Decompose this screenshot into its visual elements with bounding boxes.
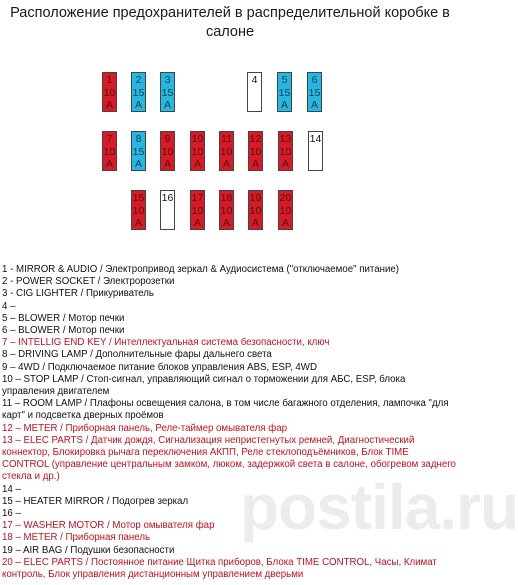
fuse-num: 6 — [311, 74, 318, 86]
fuse-amp: 10 — [249, 145, 262, 158]
fuse-list-item: 12 – METER / Приборная панель, Реле-таймер омывателя фар — [2, 422, 287, 434]
fuse-list-item: 13 – ELEC PARTS / Датчик дождя, Сигнализация непристегнутых ремней, Диагностический коннектор, Блокировка рычага переключения АКПП, Реле стеклоподъёмников, Блок TIME CONTROL (управление центральным замком, люком, задержкой света в салоне, обогревом заднего стекла и др.) — [2, 434, 456, 483]
watermark: postila.ru — [240, 471, 518, 543]
fuse-num: 5 — [281, 74, 288, 86]
fuse-unit: A — [280, 99, 288, 111]
fuse-num: 11 — [221, 133, 232, 145]
fuse-amp: 10 — [279, 145, 292, 158]
fuse-amp: 10 — [249, 204, 262, 217]
fuse-amp: 10 — [103, 86, 116, 99]
fuse-6 — [307, 72, 322, 112]
fuse-num: 15 — [132, 192, 145, 204]
fuse-amp: 15 — [132, 86, 145, 99]
fuse-list-item: 4 – — [2, 300, 16, 312]
fuse-list-item: 7 – INTELLIG END KEY / Интеллектуальная система безопасности, ключ — [2, 337, 330, 349]
fuse-list-item: 17 – WASHER MOTOR / Мотор омывателя фар — [2, 520, 215, 532]
fuse-unit: A — [163, 158, 171, 170]
fuse-list-item: 1 - MIRROR & AUDIO / Электропривод зеркал & Аудиосистема ("отключаемое" питание) — [2, 264, 399, 275]
fuse-list-item: 14 – — [2, 483, 21, 495]
fuse-unit: A — [134, 217, 142, 229]
fuse-list-item: 19 – AIR BAG / Подушки безопасности — [2, 544, 175, 556]
fuse-1 — [102, 72, 117, 112]
fuse-17 — [190, 190, 205, 230]
fuse-num: 8 — [135, 133, 142, 145]
fuse-unit: A — [251, 158, 259, 170]
fuse-amp: 15 — [278, 86, 291, 99]
fuse-unit: A — [193, 158, 201, 170]
fuse-amp: 10 — [132, 204, 145, 217]
fuse-9 — [160, 131, 175, 171]
fuse-list-item: 10 – STOP LAMP / Стоп-сигнал, управляющий сигнал о торможении для АБС, ESP, блока управления двигателем — [2, 373, 406, 398]
fuse-list-item: 8 – DRIVING LAMP / Дополнительные фары дальнего света — [2, 349, 272, 361]
fuse-amp: 10 — [103, 145, 116, 158]
fuse-5 — [277, 72, 292, 112]
fuse-num: 7 — [106, 133, 113, 145]
fuse-4 — [247, 72, 262, 112]
fuse-num: 20 — [279, 192, 292, 204]
fuse-amp: 15 — [161, 86, 174, 99]
fuse-unit: A — [251, 217, 259, 229]
fuse-num: 3 — [164, 74, 171, 86]
fuse-list-item: 16 – — [2, 508, 21, 520]
fuse-2 — [131, 72, 146, 112]
fuse-amp: 10 — [279, 204, 292, 217]
fuse-16 — [160, 190, 175, 230]
fuse-19 — [248, 190, 263, 230]
fuse-num: 1 — [106, 74, 113, 86]
fuse-unit: A — [105, 158, 113, 170]
fuse-unit: A — [134, 99, 142, 111]
fuse-list-item: 15 – HEATER MIRROR / Подогрев зеркал — [2, 495, 189, 507]
fuse-10 — [190, 131, 205, 171]
fuse-num: 13 — [279, 133, 292, 145]
fuse-amp: 10 — [161, 145, 174, 158]
fuse-unit: A — [193, 217, 201, 229]
fuse-list-item: 2 - POWER SOCKET / Электророзетки — [2, 276, 175, 288]
fuse-unit: A — [105, 99, 113, 111]
fuse-12 — [248, 131, 263, 171]
fuse-unit: A — [222, 217, 230, 229]
fuse-3 — [160, 72, 175, 112]
fuse-amp: 15 — [132, 145, 145, 158]
fuse-amp: 10 — [220, 204, 233, 217]
fuse-unit: A — [281, 158, 289, 170]
fuse-num: 14 — [309, 133, 322, 145]
fuse-amp: 10 — [191, 204, 204, 217]
fuse-8 — [131, 131, 146, 171]
fuse-unit: A — [281, 217, 289, 229]
fuse-20 — [278, 190, 293, 230]
fuse-num: 12 — [249, 133, 262, 145]
fuse-11 — [219, 131, 234, 171]
fuse-unit: A — [310, 99, 318, 111]
fuse-list-item: 6 – BLOWER / Мотор печки — [2, 325, 125, 337]
fuse-unit: A — [163, 99, 171, 111]
fuse-14 — [308, 131, 323, 171]
fuse-list-item: 18 – METER / Приборная панель — [2, 532, 151, 544]
fuse-num: 19 — [249, 192, 262, 204]
fuse-7 — [102, 131, 117, 171]
page-title: Расположение предохранителей в распределительной коробке в салоне — [10, 5, 450, 40]
fuse-unit: A — [134, 158, 142, 170]
fuse-unit: A — [222, 158, 230, 170]
fuse-amp: 15 — [308, 86, 321, 99]
fuse-num: 2 — [135, 74, 142, 86]
fuse-list-item: 11 – ROOM LAMP / Плафоны освещения салона, в том числе багажного отделения, лампочка "для карт" и подсветка дверных проёмов — [2, 398, 449, 422]
fuse-amp: 10 — [191, 145, 204, 158]
fuse-13 — [278, 131, 293, 171]
fuse-list-item: 20 – ELEC PARTS / Постоянное питание Щитка приборов, Блока TIME CONTROL, Часы, Климат контроль, Блок управления дистанционным управлением дверьми — [2, 556, 437, 581]
fuse-num: 16 — [161, 192, 174, 204]
fuse-list-item: 9 – 4WD / Подключаемое питание блоков управления ABS, ESP, 4WD — [2, 361, 317, 373]
fuse-num: 10 — [191, 133, 204, 145]
fuse-list-item: 3 - CIG LIGHTER / Прикуриватель — [2, 288, 154, 300]
fuse-18 — [219, 190, 234, 230]
fuse-amp: 10 — [220, 145, 233, 158]
fuse-15 — [131, 190, 146, 230]
fuse-num: 17 — [191, 192, 204, 204]
fuse-num: 18 — [220, 192, 233, 204]
fuse-num: 9 — [164, 133, 171, 145]
fuse-list-item: 5 – BLOWER / Мотор печки — [2, 312, 125, 324]
fuse-num: 4 — [251, 74, 258, 86]
